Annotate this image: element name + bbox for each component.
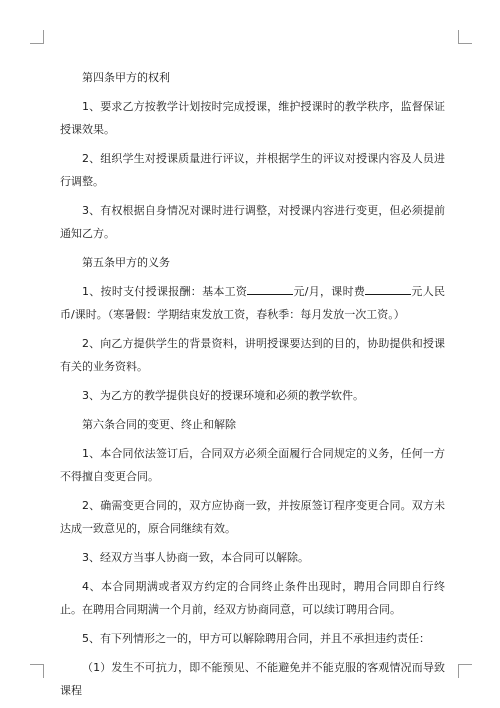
crop-mark-bottom-left <box>30 664 44 678</box>
payment-clause-text-2: 元/月，课时费 <box>293 285 366 298</box>
article-5-clause-2: 2、向乙方提供学生的背景资料，讲明授课要达到的目的，协助提供和授课有关的业务资料。 <box>60 337 445 373</box>
document-page <box>60 66 445 708</box>
article-4-heading: 第四条甲方的权利 <box>82 71 170 84</box>
article-6-clause-4: 4、本合同期满或者双方约定的合同终止条件出现时，聘用合同即自行终止。在聘用合同期满一个月前，经双方协商同意，可以续订聘用合同。 <box>60 580 445 616</box>
article-6-clause-5: 5、有下列情形之一的，甲方可以解除聘用合同，并且不承担违约责任： <box>82 632 430 645</box>
article-4-clause-1: 1、要求乙方按教学计划按时完成授课，维护授课时的教学秩序，监督保证授课效果。 <box>60 100 445 136</box>
article-6-heading: 第六条合同的变更、终止和解除 <box>82 418 236 431</box>
crop-mark-bottom-right <box>458 664 472 678</box>
article-6-clause-1: 1、本合同依法签订后，合同双方必须全面履行合同规定的义务，任何一方不得擅自变更合同。 <box>60 447 445 483</box>
article-4-clause-2: 2、组织学生对授课质量进行评议，并根据学生的评议对授课内容及人员进行调整。 <box>60 152 445 188</box>
base-salary-blank[interactable] <box>247 282 293 295</box>
article-6-clause-3: 3、经双方当事人协商一致，本合同可以解除。 <box>82 551 309 564</box>
lesson-fee-blank[interactable] <box>365 282 411 295</box>
article-4-clause-3: 3、有权根据自身情况对课时进行调整，对授课内容进行变更，但必须提前通知乙方。 <box>60 204 445 240</box>
payment-clause-text-3: 元人民币/课时。（寒暑假：学期结束发放工资，春秋季：每月发放一次工资。） <box>60 285 445 321</box>
article-6-clause-2: 2、确需变更合同的，双方应协商一致，并按原签订程序变更合同。双方未达成一致意见的，原合同继续有效。 <box>60 499 445 535</box>
crop-mark-top-left <box>30 30 44 44</box>
article-5-clause-1 <box>60 280 445 326</box>
article-5-heading: 第五条甲方的义务 <box>82 256 170 269</box>
article-5-clause-3: 3、为乙方的教学提供良好的授课环境和必须的教学软件。 <box>82 389 364 402</box>
article-6-clause-5-item-1: （1）发生不可抗力，即不能预见、不能避免并不能克服的客观情况而导致课程 <box>60 661 445 697</box>
payment-clause-text-1: 1、按时支付授课报酬：基本工资 <box>82 285 248 298</box>
crop-mark-top-right <box>458 30 472 44</box>
